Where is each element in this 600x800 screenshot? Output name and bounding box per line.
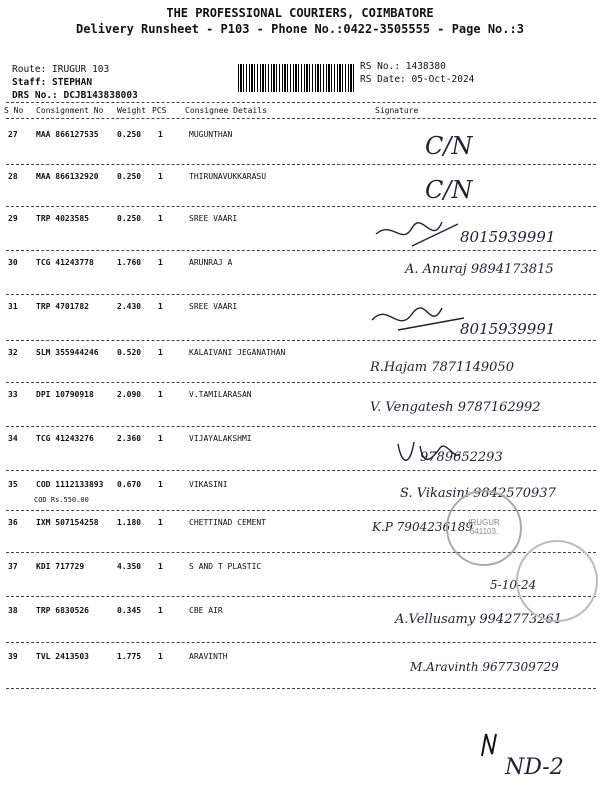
row-consignment: DPI 10790918 bbox=[36, 390, 94, 399]
col-signature: Signature bbox=[375, 106, 419, 115]
signature-scribble bbox=[372, 216, 462, 256]
signature-scribble bbox=[394, 436, 464, 476]
company-seal-stamp bbox=[516, 540, 598, 622]
row-consignee: MUGUNTHAN bbox=[189, 130, 233, 139]
row-weight: 0.250 bbox=[117, 214, 142, 223]
row-sno: 39 bbox=[8, 652, 18, 661]
row-pcs: 1 bbox=[158, 390, 163, 399]
row-pcs: 1 bbox=[158, 214, 163, 223]
signature: A. Anuraj 9894173815 bbox=[405, 262, 554, 277]
signature: 9789652293 bbox=[420, 450, 503, 465]
row-consignment: TVL 2413503 bbox=[36, 652, 89, 661]
row-pcs: 1 bbox=[158, 172, 163, 181]
row-weight: 0.670 bbox=[117, 480, 142, 489]
signature: M.Aravinth 9677309729 bbox=[410, 660, 559, 674]
signature: V. Vengatesh 9787162992 bbox=[370, 400, 541, 415]
row-sno: 27 bbox=[8, 130, 18, 139]
row-weight: 1.775 bbox=[117, 652, 142, 661]
row-pcs: 1 bbox=[158, 348, 163, 357]
row-consignee: VIJAYALAKSHMI bbox=[189, 434, 252, 443]
row-sno: 37 bbox=[8, 562, 18, 571]
row-pcs: 1 bbox=[158, 258, 163, 267]
signature: 8015939991 bbox=[460, 228, 556, 246]
footer-mark: ND-2 bbox=[505, 755, 564, 780]
row-consignment: TCG 41243778 bbox=[36, 258, 94, 267]
drs-number: DRS No.: DCJB143838003 bbox=[12, 90, 138, 101]
row-sno: 35 bbox=[8, 480, 18, 489]
row-weight: 0.520 bbox=[117, 348, 142, 357]
row-sno: 33 bbox=[8, 390, 18, 399]
row-weight: 1.180 bbox=[117, 518, 142, 527]
row-sno: 28 bbox=[8, 172, 18, 181]
row-weight: 2.360 bbox=[117, 434, 142, 443]
row-consignee: CBE AIR bbox=[189, 606, 223, 615]
col-consignment: Consignment No bbox=[36, 106, 104, 115]
row-consignment: MAA 866132920 bbox=[36, 172, 99, 181]
row-consignee: ARAVINTH bbox=[189, 652, 228, 661]
row-consignment: IXM 507154258 bbox=[36, 518, 99, 527]
row-consignment: SLM 355944246 bbox=[36, 348, 99, 357]
col-pcs: PCS bbox=[152, 106, 167, 115]
company-title: THE PROFESSIONAL COURIERS, COIMBATORE bbox=[166, 6, 434, 20]
stamp-line-1: IRUGUR bbox=[468, 518, 500, 527]
row-consignee: KALAIVANI JEGANATHAN bbox=[189, 348, 286, 357]
signature: 5-10-24 bbox=[490, 578, 537, 592]
signature: 8015939991 bbox=[460, 320, 556, 338]
row-sno: 30 bbox=[8, 258, 18, 267]
row-pcs: 1 bbox=[158, 562, 163, 571]
row-weight: 2.090 bbox=[117, 390, 142, 399]
row-sno: 32 bbox=[8, 348, 18, 357]
row-pcs: 1 bbox=[158, 434, 163, 443]
signature: A.Vellusamy 9942773261 bbox=[395, 612, 563, 627]
rs-date: RS Date: 05-Oct-2024 bbox=[360, 74, 475, 85]
row-consignee: ARUNRAJ A bbox=[189, 258, 233, 267]
row-consignment: KDI 717729 bbox=[36, 562, 85, 571]
row-consignment: MAA 866127535 bbox=[36, 130, 99, 139]
row-consignment: TRP 4023585 bbox=[36, 214, 89, 223]
row-sno: 34 bbox=[8, 434, 18, 443]
row-pcs: 1 bbox=[158, 652, 163, 661]
col-sno: S No bbox=[4, 106, 24, 115]
row-sno: 29 bbox=[8, 214, 18, 223]
row-consignee: SREE VAARI bbox=[189, 214, 238, 223]
row-weight: 2.430 bbox=[117, 302, 142, 311]
cod-amount: COD Rs.550.00 bbox=[34, 496, 89, 504]
staff-label: Staff: STEPHAN bbox=[12, 77, 93, 88]
row-consignment: TRP 6830526 bbox=[36, 606, 89, 615]
initial-mark bbox=[478, 730, 502, 760]
row-consignment: TCG 41243276 bbox=[36, 434, 94, 443]
signature: C/N bbox=[425, 132, 473, 160]
barcode bbox=[238, 64, 356, 92]
row-consignee: CHETTINAD CEMENT bbox=[189, 518, 267, 527]
row-pcs: 1 bbox=[158, 130, 163, 139]
post-office-stamp bbox=[446, 490, 522, 566]
rs-number: RS No.: 1438380 bbox=[360, 61, 446, 72]
row-weight: 4.350 bbox=[117, 562, 142, 571]
row-pcs: 1 bbox=[158, 606, 163, 615]
signature-scribble bbox=[368, 300, 468, 340]
row-consignee: VIKASINI bbox=[189, 480, 228, 489]
col-consignee: Consignee Details bbox=[185, 106, 267, 115]
stamp-line-2: 641103. bbox=[469, 527, 499, 536]
row-pcs: 1 bbox=[158, 480, 163, 489]
runsheet-subtitle: Delivery Runsheet - P103 - Phone No.:0422-3505555 - Page No.:3 bbox=[76, 22, 524, 36]
row-pcs: 1 bbox=[158, 302, 163, 311]
row-consignee: THIRUNAVUKKARASU bbox=[189, 172, 267, 181]
route-label: Route: IRUGUR 103 bbox=[12, 64, 110, 75]
row-consignee: SREE VAARI bbox=[189, 302, 238, 311]
row-weight: 0.345 bbox=[117, 606, 142, 615]
row-sno: 31 bbox=[8, 302, 18, 311]
signature: K.P 7904236189 bbox=[372, 520, 474, 534]
col-weight: Weight bbox=[117, 106, 146, 115]
row-pcs: 1 bbox=[158, 518, 163, 527]
signature: C/N bbox=[425, 176, 473, 204]
row-weight: 0.250 bbox=[117, 130, 142, 139]
row-consignment: TRP 4701782 bbox=[36, 302, 89, 311]
signature: S. Vikasini 9842570937 bbox=[400, 486, 556, 501]
row-consignment: COD 1112133893 bbox=[36, 480, 104, 489]
row-sno: 36 bbox=[8, 518, 18, 527]
signature: R.Hajam 7871149050 bbox=[370, 360, 514, 375]
row-consignee: V.TAMILARASAN bbox=[189, 390, 252, 399]
row-weight: 1.760 bbox=[117, 258, 142, 267]
row-consignee: S AND T PLASTIC bbox=[189, 562, 262, 571]
row-weight: 0.250 bbox=[117, 172, 142, 181]
row-sno: 38 bbox=[8, 606, 18, 615]
